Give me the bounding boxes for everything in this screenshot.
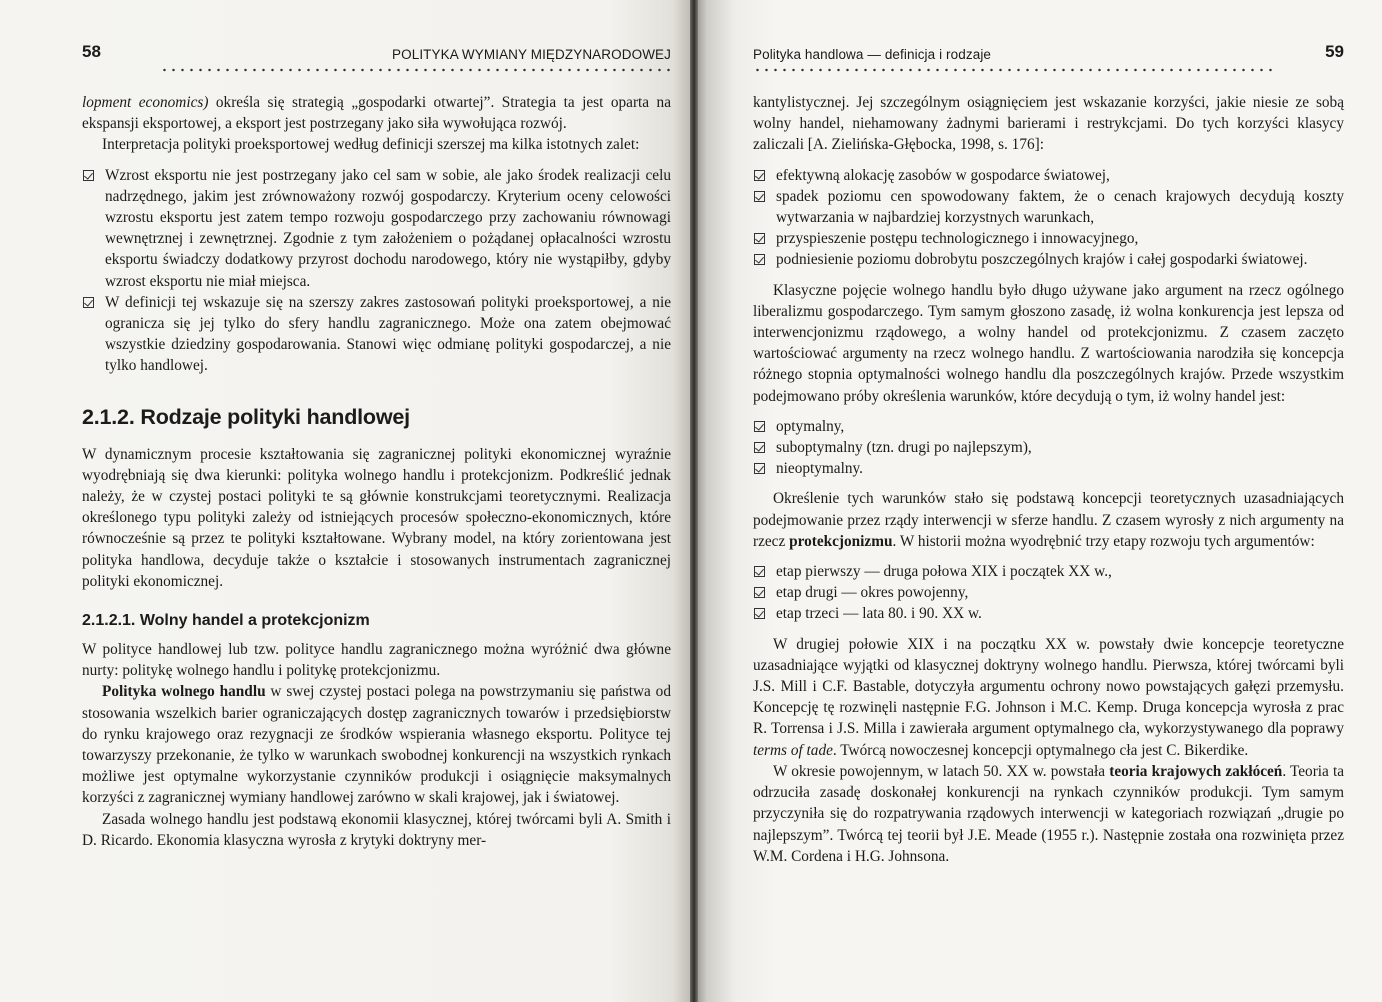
checkbox-icon [83,170,94,181]
checkbox-list [82,165,671,377]
bold-term: Polityka wolnego handlu [102,683,266,701]
list-item [753,458,1344,479]
bold-term: teoria krajowych zakłóceń [1109,762,1283,780]
list-item-text: W definicji tej wskazuje się na szerszy zakres zastosowań polityki proeksportowej, a nie ogranicza się jej tylko do sfery handlu zagranicznego. Może ona zatem obejmować wszystkie dziedziny gospodarowania. Stanowi więc odmianę polityki gospodarczej, a nie tylko handlowej. [105,293,671,375]
list-item [753,561,1344,582]
book-gutter [690,0,698,1002]
running-head: Polityka handlowa — definicja i rodzaje [753,47,992,62]
left-page-body [82,92,671,851]
list-item-text: podniesienie poziomu dobrobytu poszczególnych krajów i całej gospodarki światowej. [776,251,1308,269]
list-item [753,249,1344,270]
list-item-text: przyspieszenie postępu technologicznego i innowacyjnego, [776,230,1139,248]
list-item [82,292,671,377]
checkbox-icon [754,254,765,265]
page-number: 59 [1325,42,1344,61]
bold-term: protekcjonizmu [789,532,893,550]
left-page-header [82,40,671,62]
checkbox-icon [754,608,765,619]
italic-term: lopment economics) [82,94,209,111]
paragraph [82,681,671,808]
paragraph: kantylistycznej. Jej szczególnym osiągnięciem jest wskazanie korzyści, jakie niesie ze sobą wolny handel, niehamowany żadnymi barierami i restrykcjami. Do tych korzyści klasycy zaliczali [A. Zielińska-Głębocka, 1998, s. 176]: [753,94,1344,154]
section-heading: 2.1.2. Rodzaje polityki handlowej [82,404,410,429]
checkbox-icon [754,421,765,432]
list-item-text: nieoptymalny. [776,460,863,478]
paragraph [82,92,671,134]
paragraph: Interpretacja polityki proeksportowej według definicji szerszej ma kilka istotnych zalet: [102,136,640,154]
paragraph-text: W drugiej połowie XIX i na początku XX w. powstały dwie koncepcje teoretyczne uzasadniające wyjątki od klasycznej doktryny wolnego handlu. Pierwsza, której twórcami byli J.S. Mill i C.F. Bastable, dotyczyła argumentu ochrony nowo powstających gałęzi przemysłu. Koncepcję tę rozwinęli następnie F.G. Johnson i M.C. Kemp. Druga koncepcja wyrosła z prac R. Torrensa i J.S. Milla i zawierała argument optymalnego cła, wykorzystywanego dla poprawy [753,635,1344,738]
paragraph [753,488,1344,552]
list-item-text: efektywną alokację zasobów w gospodarce światowej, [776,166,1110,184]
checkbox-icon [754,191,765,202]
list-item-text: etap drugi — okres powojenny, [776,584,969,602]
checkbox-icon [754,566,765,577]
paragraph: W dynamicznym procesie kształtowania się zagranicznej polityki ekonomicznej wyraźnie wyodrębniają się dwa kierunki: polityka wolnego handlu i protekcjonizm. Podkreślić jednak należy, że w czystej postaci polityki te są głównie konstrukcjami teoretycznymi. Realizacja określonego typu polityki zależy od istniejących procesów społeczno-ekonomicznych, które równocześnie są przez te polityki kształtowane. Wybrany model, na który zorientowana jest polityka handlowa, decyduje także o kształcie i stosowanych instrumentach zagranicznej polityki ekonomicznej. [82,445,671,590]
list-item-text: suboptymalny (tzn. drugi po najlepszym), [776,439,1032,457]
list-item [753,228,1344,249]
checkbox-list [753,165,1344,271]
list-item [753,582,1344,603]
checkbox-icon [754,442,765,453]
paragraph-text: Określenie tych warunków stało się podstawą koncepcji teoretycznych uzasadniających podejmowanie przez rządy interwencji w sferze handlu. Z czasem wyrosły z nich argumenty na rzecz [753,490,1344,550]
running-head: POLITYKA WYMIANY MIĘDZYNARODOWEJ [392,47,671,62]
list-item-text: optymalny, [776,417,845,435]
checkbox-icon [754,233,765,244]
list-item-text: spadek poziomu cen spowodowany faktem, że o cenach krajowych decydują koszty wytwarzania w najbardziej korzystnych warunkach, [776,187,1344,227]
right-page-header [753,40,1344,62]
paragraph: Klasyczne pojęcie wolnego handlu było długo używane jako argument na rzecz ogólnego liberalizmu gospodarczego. Tym samym głoszono zasadę, iż wolna konkurencja jest lepsza od interwencjonizmu rządowego, a wolny handel od protekcjonizmu. Z czasem zaczęto wartościować argumenty na rzecz wolnego handlu. Z wartościowania narodziła się koncepcja różnego stopnia optymalności wolnego handlu dla poszczególnych krajów. Przede wszystkim podejmowano próby określenia warunków, które decydują o tym, iż wolny handel jest: [753,281,1344,405]
paragraph: W polityce handlowej lub tzw. polityce handlu zagranicznego można wyróżnić dwa główne nurty: politykę wolnego handlu i politykę protekcjonizmu. [82,641,671,680]
right-page-body [753,92,1344,867]
list-item [753,603,1344,624]
checkbox-icon [754,170,765,181]
paragraph-text: W okresie powojennym, w latach 50. XX w. powstała [773,762,1110,780]
header-dotted-rule [160,68,671,72]
paragraph-text: . Teoria ta odrzuciła zasadę doskonałej konkurencji na rynkach czynników produkcji. Tym samym przyczyniła się do rozpatrywania rządowych interwencji w kategoriach rozwiązań „drugie po najlepszym”. Twórcą tej teorii był J.E. Meade (1955 r.). Następnie została ona rozwinięta przez W.M. Cordena i H.G. Johnsona. [753,762,1345,865]
italic-term: terms of tade [753,741,833,759]
list-item [753,165,1344,186]
list-item [753,186,1344,228]
checkbox-list [753,416,1344,480]
paragraph-text: . Twórcą nowoczesnej koncepcji optymalnego cła jest C. Bikerdike. [832,741,1249,759]
list-item-text: Wzrost eksportu nie jest postrzegany jako cel sam w sobie, ale jako środek realizacji celu nadrzędnego, jakim jest zrównoważony rozwój gospodarczy. Kryterium oceny celowości wzrostu eksportu jest zatem tempo rozwoju gospodarczego przy zachowaniu równowagi wewnętrznej i zewnętrznej. Zgodnie z tym założeniem o pożądanej opłacalności wzrostu eksportu świadczy dodatkowy przyrost dochodu narodowego, który nie wystąpiłby, gdyby wzrost eksportu nie miał miejsca. [105,166,671,290]
checkbox-icon [754,587,765,598]
subsection-heading: 2.1.2.1. Wolny handel a protekcjonizm [82,612,370,630]
header-dotted-rule [753,68,1273,72]
list-item [82,165,671,292]
list-item-text: etap trzeci — lata 80. i 90. XX w. [776,605,982,623]
paragraph [753,634,1344,761]
checkbox-icon [83,297,94,308]
paragraph-text: . W historii można wyodrębnić trzy etapy rozwoju tych argumentów: [892,532,1315,550]
paragraph [753,761,1344,867]
paragraph-text: określa się strategią „gospodarki otwartej”. Strategia ta jest oparta na ekspansji eksportowej, a eksport jest postrzegany jako siła wywołująca rozwój. [82,94,671,133]
checkbox-list [753,561,1344,625]
checkbox-icon [754,463,765,474]
paragraph-text: w swej czystej postaci polega na powstrzymaniu się państwa od stosowania wszelkich barier ograniczających dostęp zagranicznych towarów i przedsiębiorstw do rynku krajowego oraz rezygnacji ze środków wspierania własnego eksportu. Polityce tej towarzyszy przekonanie, że tylko w warunkach swobodnej konkurencji na wszystkich rynkach możliwe jest optymalne wykorzystanie czynników produkcji i osiągnięcie maksymalnych korzyści z zagranicznej wymiany handlowej zarówno w skali krajowej, jak i światowej. [82,683,671,807]
paragraph: Zasada wolnego handlu jest podstawą ekonomii klasycznej, której twórcami byli A. Smith i D. Ricardo. Ekonomia klasyczna wyrosła z krytyki doktryny mer- [82,810,671,849]
page-number: 58 [82,42,101,61]
list-item-text: etap pierwszy — druga połowa XIX i początek XX w., [776,563,1112,581]
list-item [753,437,1344,458]
right-page [693,0,1382,1002]
list-item [753,416,1344,437]
